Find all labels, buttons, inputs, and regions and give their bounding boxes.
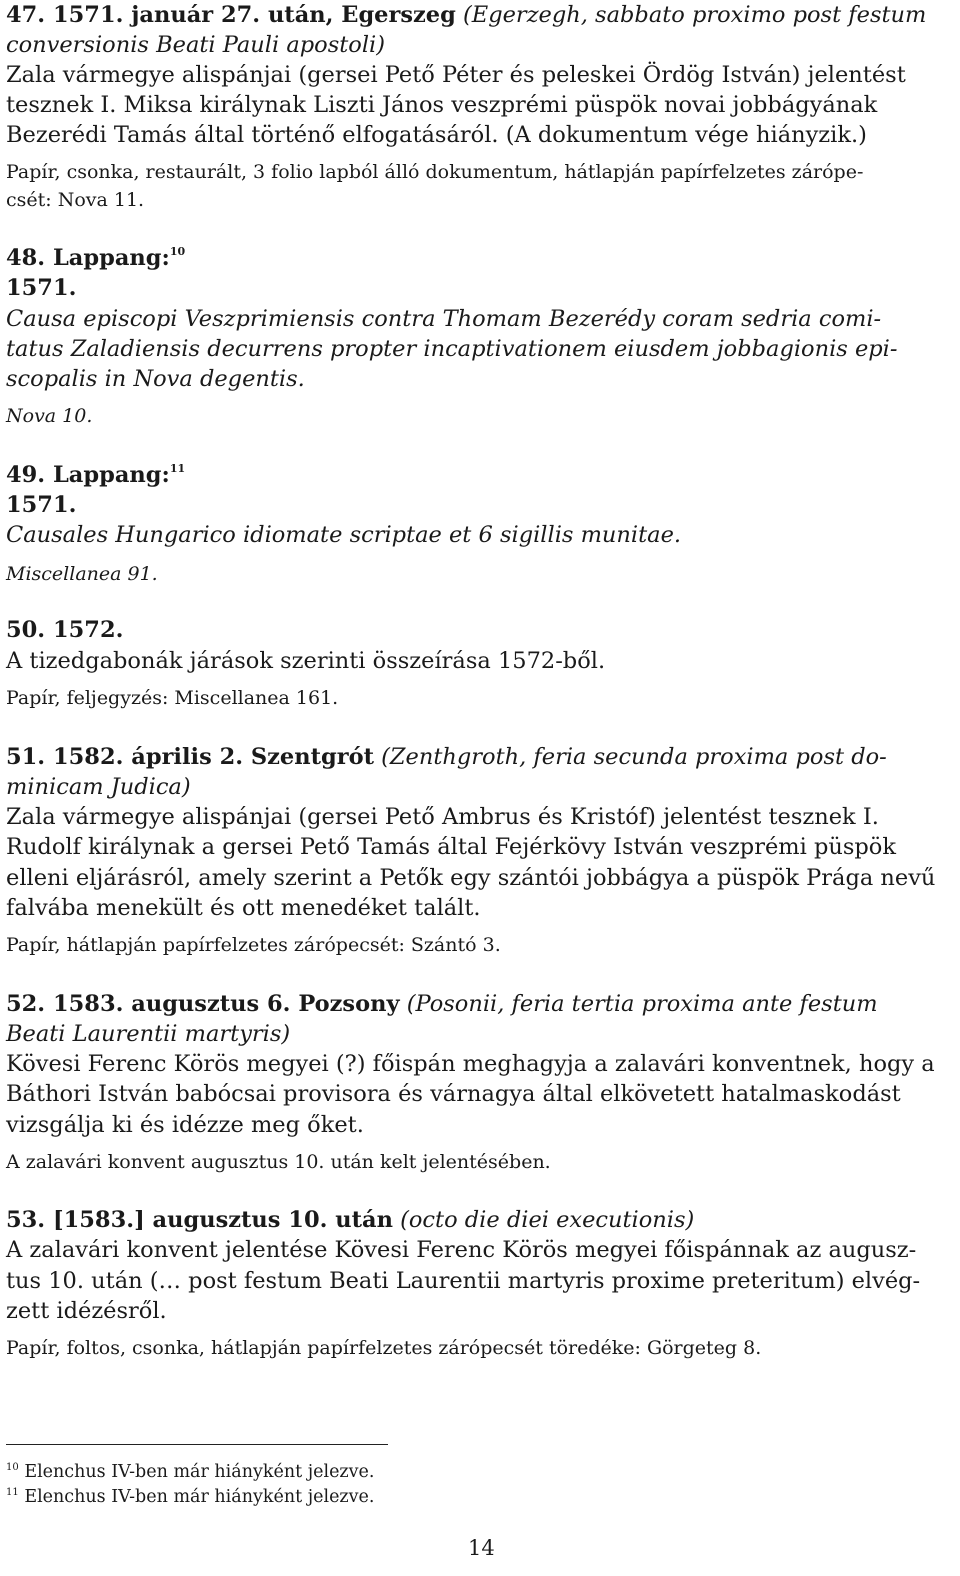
entry-48-year: 1571.: [6, 275, 77, 301]
entry-53-latin-date: (octo die diei executionis): [400, 1207, 695, 1233]
entry-52-heading: [6, 989, 878, 1019]
entry-48-latin-line: scopalis in Nova degentis.: [6, 366, 305, 392]
entry-53-summary-line: zett idézésről.: [6, 1298, 167, 1324]
entry-51-latin-date-cont: minicam Judica): [6, 774, 191, 800]
entry-52-summary-line: Báthori István babócsai provisora és várnagya által elkövetett hatalmaskodást: [6, 1081, 901, 1107]
entry-47-heading: [6, 0, 926, 30]
entry-51-heading: [6, 742, 887, 772]
entry-53-summary-line: A zalavári konvent jelentése Kövesi Ferenc Körös megyei főispánnak az augusz-: [6, 1237, 917, 1263]
entry-47-latin-date: (Egerzegh, sabbato proximo post festum: [463, 2, 927, 28]
entry-50-description: Papír, feljegyzés: Miscellanea 161.: [6, 687, 339, 709]
entry-49-reference: Miscellanea 91.: [6, 563, 158, 585]
entry-49-latin-line: Causales Hungarico idiomate scriptae et 6 sigillis munitae.: [6, 522, 682, 548]
entry-51-summary-line: Rudolf királynak a gersei Pető Tamás által Fejérkövy István veszprémi püspök: [6, 834, 896, 860]
entry-48-reference: Nova 10.: [6, 405, 93, 427]
entry-51-summary-line: Zala vármegye alispánjai (gersei Pető Ambrus és Kristóf) jelentést tesznek I.: [6, 804, 879, 830]
entry-50-summary-line: A tizedgabonák járások szerinti összeírása 1572-ből.: [6, 648, 606, 674]
entry-52-summary-line: Kövesi Ferenc Körös megyei (?) főispán meghagyja a zalavári konventnek, hogy a: [6, 1051, 935, 1077]
entry-47-summary-line: Bezerédi Tamás által történő elfogatásáról. (A dokumentum vége hiányzik.): [6, 122, 867, 148]
entry-51-latin-date: (Zenthgroth, feria secunda proxima post do-: [381, 744, 887, 770]
entry-50-heading: 50. 1572.: [6, 617, 124, 643]
entry-49-year: 1571.: [6, 492, 77, 518]
footnote-divider: [6, 1444, 388, 1445]
entry-47-latin-date-cont: conversionis Beati Pauli apostoli): [6, 32, 385, 58]
entry-52-description: A zalavári konvent augusztus 10. után kelt jelentésében.: [6, 1151, 551, 1173]
entry-52-number-date: 52. 1583. augusztus 6. Pozsony: [6, 991, 400, 1017]
footnote-11: $^{11}$ Elenchus IV-ben már hiányként jelezve.: [6, 1487, 375, 1507]
entry-52-summary-line: vizsgálja ki és idézze meg őket.: [6, 1112, 364, 1138]
entry-53-summary-line: tus 10. után (… post festum Beati Laurentii martyris proxime preteritum) elvég-: [6, 1268, 921, 1294]
entry-47-description: csét: Nova 11.: [6, 189, 145, 211]
entry-48-latin-line: tatus Zaladiensis decurrens propter incaptivationem eiusdem jobbagionis epi-: [6, 336, 898, 362]
footnote-10: $^{10}$ Elenchus IV-ben már hiányként jelezve.: [6, 1462, 375, 1482]
entry-53-number-date: 53. [1583.] augusztus 10. után: [6, 1207, 393, 1233]
entry-52-latin-date-cont: Beati Laurentii martyris): [6, 1021, 291, 1047]
footnote-ref-10[interactable]: 10: [169, 244, 186, 258]
entry-51-summary-line: falvába menekült és ott menedéket talált.: [6, 895, 481, 921]
entry-49-heading: 49. Lappang:$^{11}$: [6, 461, 186, 488]
entry-52-latin-date: (Posonii, feria tertia proxima ante festum: [406, 991, 878, 1017]
entry-51-number-date: 51. 1582. április 2. Szentgrót: [6, 744, 374, 770]
entry-51-description: Papír, hátlapján papírfelzetes zárópecsét: Szántó 3.: [6, 934, 501, 956]
entry-47-description: Papír, csonka, restaurált, 3 folio lapból álló dokumentum, hátlapján papírfelzetes zárópe-: [6, 161, 864, 183]
entry-53-heading: [6, 1205, 694, 1235]
entry-48-latin-line: Causa episcopi Veszprimiensis contra Thomam Bezerédy coram sedria comi-: [6, 306, 882, 332]
entry-47-number-date: 47. 1571. január 27. után, Egerszeg: [6, 2, 456, 28]
entry-47-summary-line: Zala vármegye alispánjai (gersei Pető Péter és peleskei Ördög István) jelentést: [6, 62, 906, 88]
entry-48-heading: 48. Lappang:$^{10}$: [6, 244, 186, 271]
entry-51-summary-line: elleni eljárásról, amely szerint a Petők egy szántói jobbágya a püspök Prága nevű: [6, 865, 936, 891]
entry-53-description: Papír, foltos, csonka, hátlapján papírfelzetes zárópecsét töredéke: Görgeteg 8.: [6, 1337, 762, 1359]
entry-47-summary-line: tesznek I. Miksa királynak Liszti János veszprémi püspök novai jobbágyának: [6, 92, 878, 118]
page-number: 14: [468, 1536, 495, 1560]
footnote-ref-11[interactable]: 11: [169, 461, 186, 475]
